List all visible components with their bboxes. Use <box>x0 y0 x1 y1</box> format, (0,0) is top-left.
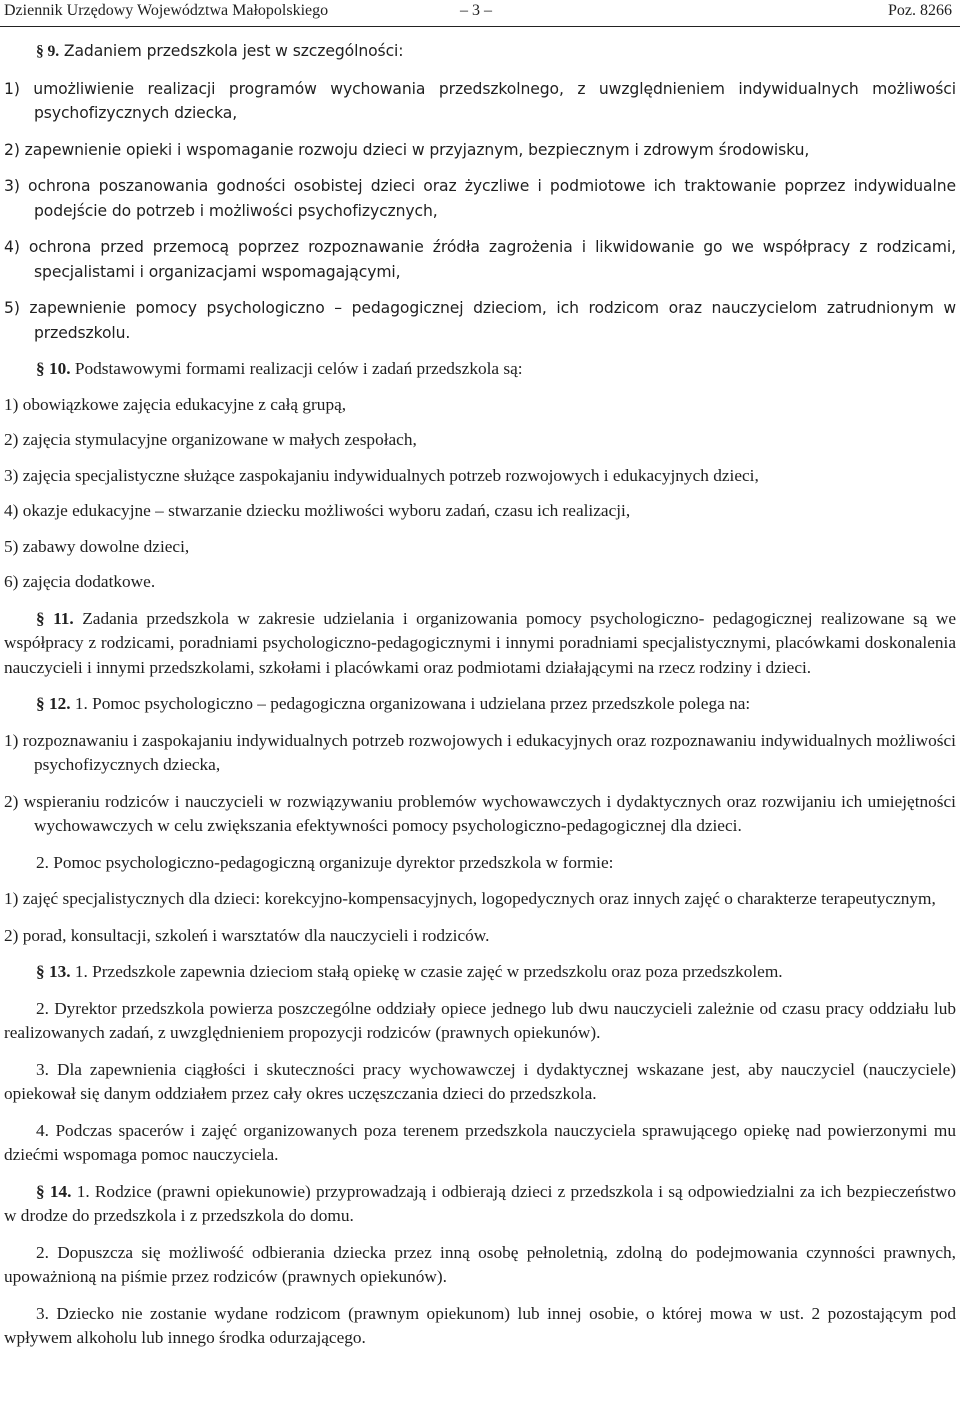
position-number: Poz. 8266 <box>888 2 952 19</box>
section-11-text: Zadania przedszkola w zakresie udzielania i organizowania pomocy psychologiczno- pedagogicznej realizowane są we współpracy z rodzicami, poradniami psychologiczno-pedagogicznymi i innymi poradniami specjalistycznymi, placówkami doskonalenia nauczycieli i innymi przedszkolami, szkołami i placówkami oraz podmiotami działającymi na rzecz rodziny i dzieci. <box>4 608 956 677</box>
section-9-intro-text: Zadaniem przedszkola jest w szczególności: <box>63 42 404 60</box>
section-12-paragraph-1-text: 1. Pomoc psychologiczno – pedagogiczna organizowana i udzielana przez przedszkole polega na: <box>74 694 751 713</box>
section-10-item-3: 3) zajęcia specjalistyczne służące zaspokajaniu indywidualnych potrzeb rozwojowych i edukacyjnych dzieci, <box>4 465 759 485</box>
section-12-p2-item-1: 1) zajęć specjalistycznych dla dzieci: korekcyjno-kompensacyjnych, logopedycznych oraz innych zajęć o charakterze terapeutycznym, <box>4 889 936 908</box>
document-header <box>0 0 960 27</box>
section-13-paragraph-1-text: 1. Przedszkole zapewnia dzieciom stałą opiekę w czasie zajęć w przedszkolu oraz poza przedszkolem. <box>74 962 783 981</box>
section-13-number: § 13. <box>36 962 71 981</box>
section-13-paragraph-3: 3. Dla zapewnienia ciągłości i skuteczności pracy wychowawczej i dydaktycznej wskazane jest, aby nauczyciel (nauczyciele) opiekował się danym oddziałem przez cały okres uczęszczania dzieci do przedszkola. <box>4 1059 956 1103</box>
document-body <box>4 39 956 1363</box>
section-11 <box>4 607 956 681</box>
section-10-intro-text: Podstawowymi formami realizacji celów i zadań przedszkola są: <box>74 359 523 378</box>
journal-title: Dziennik Urzędowy Województwa Małopolskiego <box>4 2 329 19</box>
section-9-item-4: 4) ochrona przed przemocą poprzez rozpoznawanie źródła zagrożenia i likwidowanie go we współpracy z rodzicami, specjalistami i organizacjami wspomagającymi, <box>4 238 956 281</box>
section-14-number: § 14. <box>36 1181 72 1201</box>
section-14-paragraph-1 <box>4 1180 956 1229</box>
section-13-paragraph-4: 4. Podczas spacerów i zajęć organizowanych poza terenem przedszkola nauczyciela sprawującego opiekę nad powierzonymi mu dziećmi wspomaga pomoc nauczyciela. <box>4 1120 956 1164</box>
section-12-paragraph-2: 2. Pomoc psychologiczno-pedagogiczną organizuje dyrektor przedszkola w formie: <box>36 852 614 872</box>
section-14-paragraph-2: 2. Dopuszcza się możliwość odbierania dziecka przez inną osobę pełnoletnią, zdolną do podejmowania czynności prawnych, upoważnioną na piśmie przez rodziców (prawnych opiekunów). <box>4 1242 956 1286</box>
section-14-paragraph-1-text: 1. Rodzice (prawni opiekunowie) przyprowadzają i odbierają dzieci z przedszkola i są odpowiedzialni za ich bezpieczeństwo w drodze do przedszkola i z przedszkola do domu. <box>4 1181 956 1225</box>
section-10-item-5: 5) zabawy dowolne dzieci, <box>4 536 190 556</box>
section-12-p1-item-2: 2) wspieraniu rodziców i nauczycieli w rozwiązywaniu problemów wychowawczych i dydaktycznych oraz rozwijaniu ich umiejętności wychowawczych w celu zwiększania efektywności pomocy psychologiczno-pedagogicznej dla dzieci. <box>4 791 956 835</box>
section-9-intro <box>4 39 956 65</box>
section-10-number: § 10. <box>36 359 71 378</box>
section-10-item-1: 1) obowiązkowe zajęcia edukacyjne z całą grupą, <box>4 394 347 414</box>
section-14-paragraph-3: 3. Dziecko nie zostanie wydane rodzicom (prawnym opiekunom) lub innej osobie, o której mowa w ust. 2 pozostającym pod wpływem alkoholu lub innego środka odurzającego. <box>4 1303 956 1347</box>
section-9-item-1: 1) umożliwienie realizacji programów wychowania przedszkolnego, z uwzględnieniem indywidualnych możliwości psychofizycznych dziecka, <box>4 79 956 122</box>
section-10-item-2: 2) zajęcia stymulacyjne organizowane w małych zespołach, <box>4 430 417 449</box>
section-13-paragraph-2: 2. Dyrektor przedszkola powierza poszczególne oddziały opiece jednego lub dwu nauczycieli zależnie od czasu pracy oddziału lub realizowanych zadań, z uwzględnieniem propozycji rodziców (prawnych opiekunów). <box>4 998 956 1042</box>
section-10-intro <box>4 357 956 382</box>
section-9-item-3: 3) ochrona poszanowania godności osobistej dzieci oraz życzliwe i podmiotowe ich traktowanie poprzez indywidualne podejście do potrzeb i możliwości psychofizycznych, <box>4 177 956 220</box>
section-12-p2-item-2: 2) porad, konsultacji, szkoleń i warsztatów dla nauczycieli i rodziców. <box>4 925 490 945</box>
section-9-item-2: 2) zapewnienie opieki i wspomaganie rozwoju dzieci w przyjaznym, bezpiecznym i zdrowym środowisku, <box>4 140 810 159</box>
section-10-item-6: 6) zajęcia dodatkowe. <box>4 572 156 591</box>
section-10-item-4: 4) okazje edukacyjne – stwarzanie dziecku możliwości wyboru zadań, czasu ich realizacji, <box>4 501 631 520</box>
section-9-item-5: 5) zapewnienie pomocy psychologiczno – pedagogicznej dzieciom, ich rodzicom oraz nauczycielom zatrudnionym w przedszkolu. <box>4 299 956 342</box>
section-12-p1-item-1: 1) rozpoznawaniu i zaspokajaniu indywidualnych potrzeb rozwojowych i edukacyjnych oraz rozpoznawaniu indywidualnych możliwości psychofizycznych dziecka, <box>4 730 956 774</box>
section-12-paragraph-1 <box>4 692 956 717</box>
page-number: – 3 – <box>460 2 492 19</box>
section-9-number: § 9. <box>36 43 59 60</box>
section-11-number: § 11. <box>36 608 74 628</box>
section-12-number: § 12. <box>36 694 71 713</box>
section-13-paragraph-1 <box>4 960 956 985</box>
